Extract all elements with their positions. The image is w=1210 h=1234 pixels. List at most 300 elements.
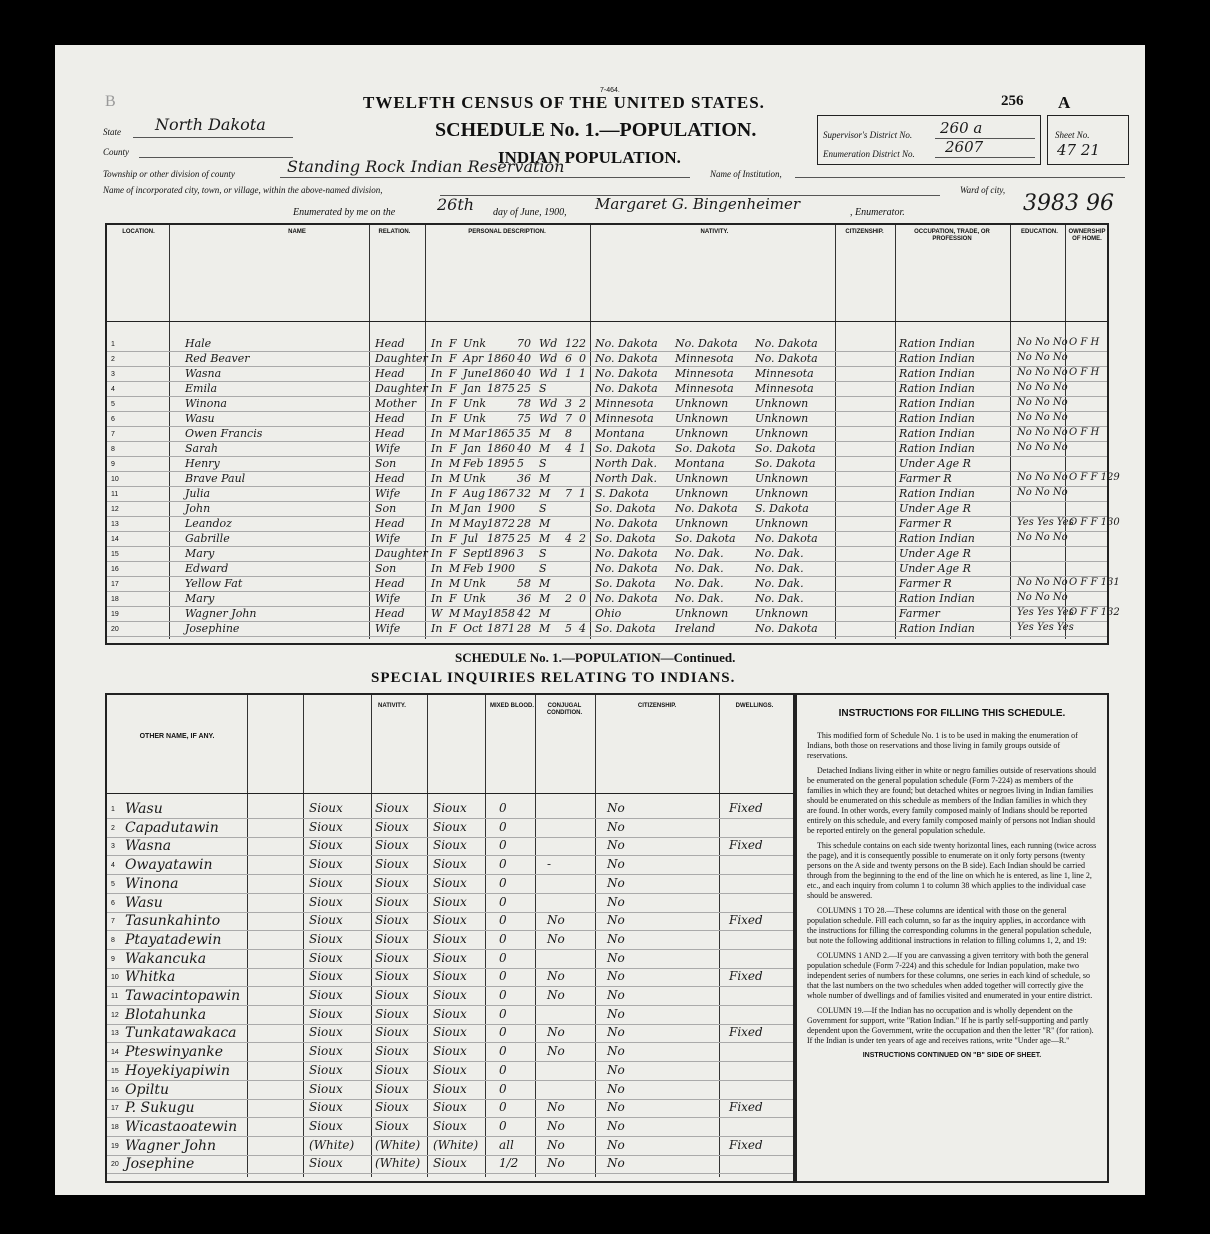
cell-father: Montana: [675, 457, 725, 470]
table-row: [107, 397, 1107, 412]
cell-age: 40: [517, 352, 531, 365]
cell-cond: Wd: [539, 352, 558, 365]
cell-edu: No No No: [1017, 412, 1068, 423]
cell-edu: Yes Yes Yes: [1017, 622, 1074, 633]
cell-father: Sioux: [375, 950, 409, 965]
cell-father: Ireland: [675, 622, 716, 635]
table-row: [107, 442, 1107, 457]
state-value: North Dakota: [155, 115, 266, 134]
cell-born: 2: [565, 592, 572, 605]
cell-month: Jan: [463, 442, 482, 455]
cell-mother: Sioux: [433, 1118, 467, 1133]
cell-other: P. Sukugu: [125, 1100, 195, 1117]
cell-color: In: [431, 592, 443, 605]
ownership-header: OWNERSHIP OF HOME.: [1068, 229, 1106, 242]
cell-mixed: 0: [499, 1025, 507, 1040]
line-number: 19: [111, 1142, 119, 1150]
enum-middle: day of June, 1900,: [493, 207, 567, 218]
cell-cit: No: [607, 1006, 625, 1021]
cell-years: 1875: [487, 382, 515, 395]
cell-color: W: [431, 607, 443, 620]
cell-mother: Sioux: [433, 950, 467, 965]
instructions-p5: COLUMNS 1 AND 2.—If you are canvassing a given territory with both the general population schedule (Form 7-224) and this schedule for Indian population, make two independent series of numbers for these columns, one series in each kind of schedule, so that the last numbers on the two schedules when added together will correctly give the whole number of dwellings and of families visited and enumerated in your entire district.: [807, 951, 1093, 1000]
special-row: [107, 932, 793, 947]
line-number: 5: [111, 401, 115, 408]
line-number: 18: [111, 596, 119, 603]
cell-mother: Sioux: [433, 1081, 467, 1096]
cell-name: Julia: [185, 487, 211, 500]
cell-cond: S: [539, 382, 547, 395]
cell-rel: Son: [375, 502, 397, 515]
line-number: 3: [111, 371, 115, 378]
cell-name: Edward: [185, 562, 229, 575]
cell-rel: Son: [375, 457, 397, 470]
cell-tribe: Sioux: [309, 1156, 343, 1171]
cell-mother: Minnesota: [755, 382, 814, 395]
cell-month: Jan: [463, 502, 482, 515]
cell-occ: Ration Indian: [899, 412, 975, 425]
cell-years: 1875: [487, 532, 515, 545]
cell-mother: No. Dak.: [755, 592, 804, 605]
cell-mother: Unknown: [755, 487, 809, 500]
cell-father: Sioux: [375, 875, 409, 890]
cell-age: 40: [517, 442, 531, 455]
cell-tribe: Sioux: [309, 1081, 343, 1096]
table-row: [107, 367, 1107, 382]
cell-sex: M: [449, 517, 461, 530]
cell-years: 1860: [487, 352, 515, 365]
cell-month: Feb: [463, 562, 484, 575]
cell-tribe: Sioux: [309, 913, 343, 928]
cell-cond: M: [539, 577, 551, 590]
cell-age: 5: [517, 457, 524, 470]
cell-age: 28: [517, 622, 531, 635]
cell-mother: (White): [433, 1137, 479, 1152]
cell-dw: Fixed: [729, 838, 763, 853]
cell-birth: Montana: [595, 427, 645, 440]
county-label: County: [103, 147, 129, 157]
cell-mixed: 0: [499, 1006, 507, 1021]
cell-cit: No: [607, 857, 625, 872]
cell-tribe: Sioux: [309, 819, 343, 834]
cell-tribe: Sioux: [309, 1100, 343, 1115]
table-row: [107, 337, 1107, 352]
cell-color: In: [431, 502, 443, 515]
cell-father: Sioux: [375, 1100, 409, 1115]
cell-month: Feb: [463, 457, 484, 470]
cell-birth: No. Dakota: [595, 382, 658, 395]
cell-rel: Son: [375, 562, 397, 575]
cell-cit: No: [607, 1062, 625, 1077]
cell-years: 1860: [487, 367, 515, 380]
cell-father: No. Dakota: [675, 502, 738, 515]
cell-occ: Under Age R: [899, 457, 971, 470]
cell-birth: North Dak.: [595, 472, 658, 485]
cell-mother: Sioux: [433, 1006, 467, 1021]
cell-sex: F: [449, 532, 457, 545]
line-number: 1: [111, 341, 115, 348]
cell-conj: No: [547, 969, 565, 984]
cell-rel: Wife: [375, 532, 401, 545]
special-citizenship-header: CITIZENSHIP.: [637, 703, 677, 709]
cell-sex: F: [449, 487, 457, 500]
cell-sex: M: [449, 577, 461, 590]
line-number: 8: [111, 446, 115, 453]
cell-father: So. Dakota: [675, 442, 736, 455]
cell-mixed: 0: [499, 1081, 507, 1096]
cell-month: Jan: [463, 382, 482, 395]
cell-month: Unk: [463, 472, 487, 485]
cell-tribe: Sioux: [309, 1025, 343, 1040]
cell-name: Mary: [185, 547, 215, 560]
cell-own: O F H: [1069, 337, 1100, 348]
cell-mother: Unknown: [755, 607, 809, 620]
cell-born: 7: [565, 412, 572, 425]
line-number: 15: [111, 1067, 119, 1075]
cell-occ: Under Age R: [899, 502, 971, 515]
cell-born: 5: [565, 622, 572, 635]
cell-cit: No: [607, 1118, 625, 1133]
cell-tribe: Sioux: [309, 1062, 343, 1077]
cell-mixed: 0: [499, 969, 507, 984]
cell-rel: Head: [375, 607, 405, 620]
cell-mother: Sioux: [433, 819, 467, 834]
cell-father: Sioux: [375, 857, 409, 872]
cell-cond: Wd: [539, 367, 558, 380]
cell-own: O F F 129: [1069, 472, 1120, 483]
cell-mixed: 0: [499, 950, 507, 965]
cell-rel: Mother: [375, 397, 417, 410]
cell-father: Sioux: [375, 1081, 409, 1096]
cell-father: Unknown: [675, 427, 729, 440]
special-row: [107, 857, 793, 872]
cell-edu: No No No: [1017, 367, 1068, 378]
cell-rel: Daughter: [375, 352, 428, 365]
form-number: 7-464.: [600, 87, 620, 94]
occupation-header: OCCUPATION, TRADE, OR PROFESSION: [914, 229, 990, 242]
cell-edu: No No No: [1017, 532, 1068, 543]
cell-mother: So. Dakota: [755, 442, 816, 455]
cell-birth: No. Dakota: [595, 517, 658, 530]
cell-occ: Farmer R: [899, 577, 952, 590]
line-number: 1: [111, 806, 115, 813]
page-letter: A: [1058, 93, 1071, 112]
cell-name: Yellow Fat: [185, 577, 243, 590]
cell-father: No. Dak.: [675, 562, 724, 575]
special-inquiries-title: SPECIAL INQUIRIES RELATING TO INDIANS.: [371, 670, 736, 686]
cell-birth: So. Dakota: [595, 622, 656, 635]
line-number: 17: [111, 1105, 119, 1113]
cell-occ: Ration Indian: [899, 442, 975, 455]
cell-age: 35: [517, 427, 531, 440]
cell-name: Josephine: [185, 622, 240, 635]
cell-birth: No. Dakota: [595, 337, 658, 350]
cell-occ: Ration Indian: [899, 382, 975, 395]
cell-tribe: Sioux: [309, 1006, 343, 1021]
mixed-blood-header: MIXED BLOOD.: [489, 703, 534, 709]
cell-occ: Farmer R: [899, 517, 952, 530]
dwellings-header: DWELLINGS.: [735, 703, 774, 709]
cell-conj: No: [547, 1100, 565, 1115]
table-row: [107, 532, 1107, 547]
cell-occ: Ration Indian: [899, 352, 975, 365]
line-number: 20: [111, 1161, 119, 1169]
cell-mixed: 0: [499, 1044, 507, 1059]
line-number: 17: [111, 581, 119, 588]
cell-edu: No No No: [1017, 487, 1068, 498]
cell-rel: Wife: [375, 592, 401, 605]
cell-edu: No No No: [1017, 382, 1068, 393]
cell-born: 12: [565, 337, 579, 350]
special-row: [107, 1082, 793, 1097]
instructions-footer: INSTRUCTIONS CONTINUED ON "B" SIDE OF SHEET.: [862, 1052, 1042, 1059]
cell-age: 36: [517, 592, 531, 605]
citizenship-header: CITIZENSHIP.: [845, 229, 884, 235]
line-number: 2: [111, 824, 115, 832]
cell-living: 0: [579, 592, 586, 605]
cell-dw: Fixed: [729, 1137, 763, 1152]
cell-month: Sept: [463, 547, 489, 560]
cell-father: Sioux: [375, 894, 409, 909]
cell-dw: Fixed: [729, 969, 763, 984]
cell-other: Winona: [125, 875, 179, 892]
enumerator-suffix: , Enumerator.: [850, 207, 905, 218]
cell-cond: Wd: [539, 397, 558, 410]
table-row: [107, 622, 1107, 637]
cell-mother: No. Dakota: [755, 352, 818, 365]
cell-father: Sioux: [375, 1118, 409, 1133]
cell-born: 7: [565, 487, 572, 500]
cell-living: 2: [579, 397, 586, 410]
table-row: [107, 352, 1107, 367]
cell-sex: F: [449, 442, 457, 455]
cell-other: Wakancuka: [125, 950, 207, 967]
cell-father: Unknown: [675, 397, 729, 410]
cell-edu: No No No: [1017, 337, 1068, 348]
cell-cit: No: [607, 931, 625, 946]
cell-father: Minnesota: [675, 382, 734, 395]
cell-mixed: 0: [499, 838, 507, 853]
cell-birth: S. Dakota: [595, 487, 649, 500]
cell-edu: No No No: [1017, 352, 1068, 363]
cell-other: Blotahunka: [125, 1006, 207, 1023]
cell-age: 40: [517, 367, 531, 380]
cell-father: No. Dak.: [675, 592, 724, 605]
cell-mother: Sioux: [433, 913, 467, 928]
cell-father: Sioux: [375, 1062, 409, 1077]
education-header: EDUCATION.: [1021, 229, 1058, 235]
line-number: 6: [111, 899, 115, 907]
cell-month: Aug: [463, 487, 486, 500]
cell-birth: So. Dakota: [595, 577, 656, 590]
cell-conj: No: [547, 1137, 565, 1152]
cell-age: 42: [517, 607, 531, 620]
cell-edu: Yes Yes Yes: [1017, 517, 1074, 528]
cell-color: In: [431, 352, 443, 365]
ward-label: Ward of city,: [960, 185, 1006, 195]
enumeration-value: 2607: [945, 138, 984, 156]
instructions-p6: COLUMN 19.—If the Indian has no occupation and is wholly dependent on the Government for support, write "Ration Indian." If he is partly self-supporting and partly dependent upon the Government, write the occupation and then the letter "R" (for ration). If the Indian is under ten years of age and receives rations, write "Under age—R.": [807, 1006, 1094, 1045]
cell-cit: No: [607, 1044, 625, 1059]
line-number: 3: [111, 843, 115, 851]
cell-month: Jul: [463, 532, 479, 545]
cell-sex: M: [449, 472, 461, 485]
line-number: 13: [111, 1030, 119, 1038]
cell-mother: Sioux: [433, 1025, 467, 1040]
instructions-p1: This modified form of Schedule No. 1 is to be used in making the enumeration of Indians, both those on reservations and those living in family groups outside of reservations.: [807, 731, 1078, 760]
cell-other: Wicastaoatewin: [125, 1118, 238, 1135]
cell-conj: No: [547, 1156, 565, 1171]
cell-mother: Sioux: [433, 969, 467, 984]
cell-years: 1867: [487, 487, 515, 500]
cell-mother: Sioux: [433, 801, 467, 815]
line-number: 9: [111, 955, 115, 963]
cell-father: Sioux: [375, 819, 409, 834]
line-number: 12: [111, 1011, 119, 1019]
cell-sex: M: [449, 457, 461, 470]
cell-cond: S: [539, 457, 547, 470]
cell-father: Sioux: [375, 988, 409, 1002]
cell-dw: Fixed: [729, 913, 763, 928]
cell-color: In: [431, 517, 443, 530]
cell-father: Unknown: [675, 472, 729, 485]
cell-mother: No. Dakota: [755, 532, 818, 545]
cell-father: No. Dakota: [675, 337, 738, 350]
cell-sex: F: [449, 352, 457, 365]
cell-tribe: Sioux: [309, 931, 343, 946]
cell-mixed: 0: [499, 913, 507, 928]
table-row: [107, 412, 1107, 427]
cell-other: Wasu: [125, 801, 163, 817]
cell-name: Winona: [185, 397, 227, 410]
cell-own: O F H: [1069, 427, 1100, 438]
cell-father: So. Dakota: [675, 532, 736, 545]
cell-years: 1871: [487, 622, 515, 635]
line-number: 4: [111, 386, 115, 393]
cell-conj: No: [547, 1044, 565, 1059]
cell-living: 0: [579, 412, 586, 425]
line-number: 8: [111, 936, 115, 944]
cell-name: Leandoz: [185, 517, 232, 530]
ward-value: 3983 96: [1023, 191, 1114, 216]
cell-tribe: Sioux: [309, 857, 343, 872]
census-sheet: [55, 45, 1145, 1195]
cell-cond: M: [539, 427, 551, 440]
line-number: 18: [111, 1123, 119, 1131]
cell-name: Mary: [185, 592, 215, 605]
cell-father: Sioux: [375, 801, 409, 815]
cell-name: Brave Paul: [185, 472, 246, 485]
table-row: [107, 382, 1107, 397]
supervisor-value: 260 a: [940, 119, 983, 137]
cell-mixed: 0: [499, 931, 507, 946]
cell-month: Unk: [463, 337, 487, 350]
cell-other: Josephine: [125, 1156, 195, 1173]
cell-month: Oct: [463, 622, 483, 635]
cell-color: In: [431, 487, 443, 500]
cell-tribe: Sioux: [309, 801, 343, 815]
city-label: Name of incorporated city, town, or village, within the above-named division,: [103, 185, 383, 195]
cell-father: (White): [375, 1156, 421, 1171]
cell-sex: F: [449, 397, 457, 410]
cell-age: 36: [517, 472, 531, 485]
cell-edu: Yes Yes Yes: [1017, 607, 1074, 618]
cell-age: 70: [517, 337, 531, 350]
supervisor-label: Supervisor's District No.: [823, 130, 913, 140]
cell-month: Apr: [463, 352, 484, 365]
cell-father: Sioux: [375, 913, 409, 928]
township-label: Township or other division of county: [103, 169, 235, 179]
cell-years: 1896: [487, 547, 515, 560]
cell-rel: Head: [375, 472, 405, 485]
cell-mother: Sioux: [433, 838, 467, 853]
cell-rel: Head: [375, 367, 405, 380]
cell-living: 1: [579, 487, 586, 500]
cell-mixed: 0: [499, 988, 507, 1002]
cell-mother: Unknown: [755, 517, 809, 530]
cell-born: 1: [565, 367, 572, 380]
indian-population-title: INDIAN POPULATION.: [498, 148, 681, 167]
cell-occ: Ration Indian: [899, 622, 975, 635]
cell-mother: Sioux: [433, 988, 467, 1002]
cell-mother: Unknown: [755, 472, 809, 485]
enumerated-prefix: Enumerated by me on the: [293, 207, 396, 218]
cell-cond: M: [539, 442, 551, 455]
cell-color: In: [431, 457, 443, 470]
cell-born: 4: [565, 442, 572, 455]
cell-mixed: 0: [499, 1118, 507, 1133]
cell-other: Tasunkahinto: [125, 913, 221, 930]
cell-age: 58: [517, 577, 531, 590]
cell-mixed: 0: [499, 875, 507, 890]
cell-tribe: (White): [309, 1137, 355, 1152]
cell-mother: No. Dak.: [755, 577, 804, 590]
cell-birth: No. Dakota: [595, 562, 658, 575]
cell-cond: M: [539, 622, 551, 635]
special-row: [107, 1007, 793, 1022]
cell-living: 2: [579, 532, 586, 545]
cell-cond: M: [539, 487, 551, 500]
cell-birth: No. Dakota: [595, 547, 658, 560]
cell-sex: F: [449, 592, 457, 605]
cell-other: Tawacintopawin: [125, 988, 241, 1004]
cell-cit: No: [607, 913, 625, 928]
cell-rel: Daughter: [375, 382, 428, 395]
cell-name: Hale: [185, 337, 212, 350]
special-row: [107, 1138, 793, 1153]
cell-sex: F: [449, 622, 457, 635]
cell-birth: Minnesota: [595, 397, 654, 410]
table-row: [107, 517, 1120, 532]
cell-tribe: Sioux: [309, 950, 343, 965]
cell-cond: Wd: [539, 412, 558, 425]
cell-name: Henry: [185, 457, 220, 470]
cell-mother: No. Dakota: [755, 337, 818, 350]
cell-tribe: Sioux: [309, 1044, 343, 1059]
instructions-p4: COLUMNS 1 TO 28.—These columns are identical with those on the general population schedule. Fill each column, so far as the inquiry applies, in accordance with the instructions for filling the corresponding columns in the general population schedule, but note the following additional instructions in relation to filling columns 1, 2, and 19:: [807, 906, 1092, 945]
cell-born: 6: [565, 352, 572, 365]
cell-mother: Sioux: [433, 857, 467, 872]
cell-conj: No: [547, 913, 565, 928]
cell-conj: No: [547, 1118, 565, 1133]
cell-mother: Sioux: [433, 1062, 467, 1077]
line-number: 20: [111, 626, 119, 633]
table-row: [107, 472, 1120, 487]
special-nativity-header: NATIVITY.: [378, 703, 406, 709]
cell-other: Whitka: [125, 969, 176, 986]
cell-tribe: Sioux: [309, 988, 343, 1002]
special-row: [107, 1063, 793, 1078]
